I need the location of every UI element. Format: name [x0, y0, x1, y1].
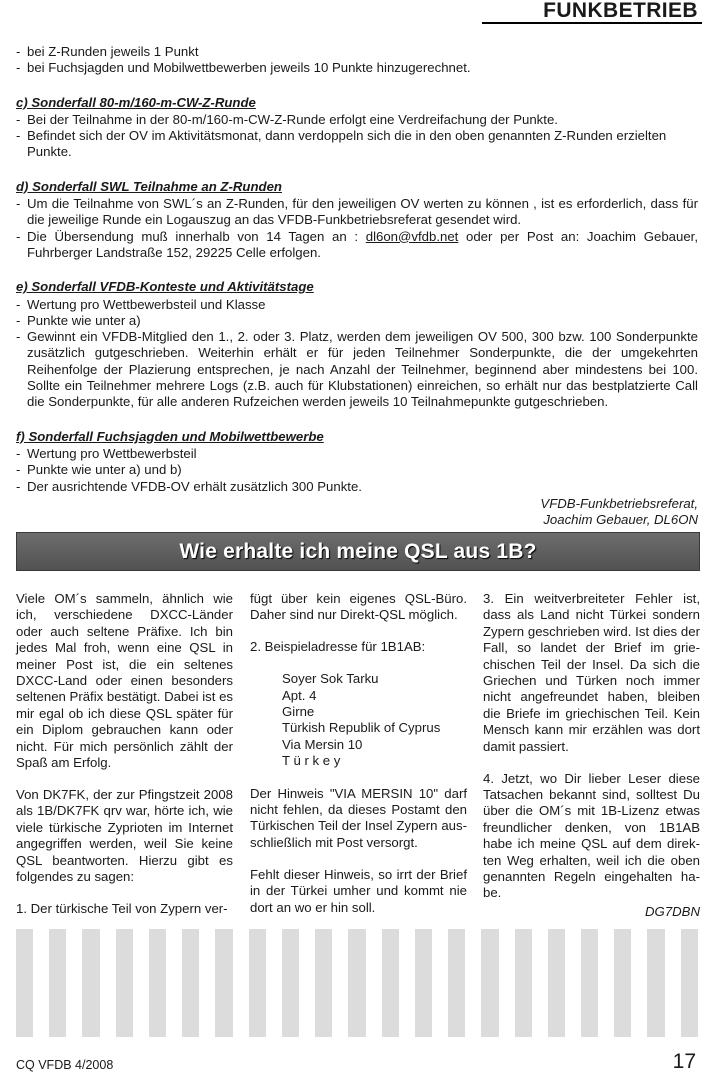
text: Die Übersendung muß innerhalb von 14 Tagen an : — [27, 228, 366, 244]
paragraph: Von DK7FK, der zur Pfingstzeit 2008 als 1B/DK7FK qrv war, hörte ich, wie viele türkische Zyprioten im Internet angegriffen werden, weil Sie keine QSL beantworten. Hierzu gibt es folgendes zu sagen: — [16, 786, 233, 884]
address-line: Türkish Republik of Cyprus — [282, 720, 441, 736]
list-c — [16, 112, 698, 161]
stripe — [581, 929, 598, 1037]
list-e — [16, 297, 698, 411]
decorative-stripes — [16, 929, 698, 1037]
list-item: - Wertung pro Wettbewerbsteil — [16, 446, 698, 462]
section-title: FUNKBETRIEB — [543, 0, 698, 22]
article-title: Wie erhalte ich meine QSL aus 1B? — [179, 539, 537, 563]
list-item: - Befindet sich der OV im Aktivitätsmonat, dann verdoppeln sich die in den oben genannten Z-Runden erzielten Punkte. — [16, 128, 698, 161]
stripe — [481, 929, 498, 1037]
address-line: Girne — [282, 704, 315, 720]
heading-e: e) Sonderfall VFDB-Konteste und Aktivitätstage — [16, 279, 314, 295]
list-item: - Der ausrichtende VFDB-OV erhält zusätzlich 300 Punkte. — [16, 479, 698, 495]
paragraph: 3. Ein weitverbreiteter Fehler ist, dass als Land nicht Türkei sondern Zypern geschrieben wird. Ist dies der Fall, so landet der Brief im grie-chischen Teil der Insel. Da sich die Griechen und Türken noch immer nicht angefreundet haben, bleiben die Briefe im griechischen Teil. Kein Mensch kann mir erzählen was dort damit passiert. — [483, 591, 700, 754]
address-line: Apt. 4 — [282, 687, 317, 703]
article-author: DG7DBN — [645, 903, 700, 919]
list-item: - Gewinnt ein VFDB-Mitglied den 1., 2. oder 3. Platz, werden dem jeweiligen OV 500, 300 bzw. 100 Sonderpunkte zusätzlich gutgeschrieben. Weiterhin erhält er für jeden Teilnehmer Sonderpunkte, die der umgekehrten Reihenfolge der Plazierung entsprechen, je nach Anzahl der Teilnehmer, beginnend aber mindestens bei 100. Sollte ein Teilnehmer mehrere Logs (z.B. auch für Klubstationen) einreichen, so erhält nur das bestplatzierte Call die Sonderpunkte, für alle anderen Rufzeichen werden jeweils 10 Teilnahmepunkte gutgeschrieben. — [16, 329, 698, 410]
stripe — [16, 929, 33, 1037]
list-item: - Punkte wie unter a) und b) — [16, 462, 698, 478]
footer-magazine: CQ VFDB 4/2008 — [16, 1058, 114, 1072]
list-d — [16, 196, 698, 261]
heading-c: c) Sonderfall 80-m/160-m-CW-Z-Runde — [16, 94, 256, 110]
address-line: Soyer Sok Tarku — [282, 671, 379, 687]
heading-d: d) Sonderfall SWL Teilnahme an Z-Runden — [16, 178, 282, 194]
stripe — [382, 929, 399, 1037]
address-line: T ü r k e y — [282, 753, 341, 769]
list-item: - Um die Teilnahme von SWL´s an Z-Runden, für den jeweiligen OV werten zu können , ist es erforderlich, dass für die jeweilige Runde ein Logauszug an das VFDB-Funkbetriebsreferat gesendet wird. — [16, 196, 698, 229]
paragraph: Fehlt dieser Hinweis, so irrt der Brief in der Türkei umher und kommt nie dort an wo er hin soll. — [250, 866, 467, 915]
rules-section — [16, 44, 698, 528]
stripe — [315, 929, 332, 1037]
paragraph: Viele OM´s sammeln, ähnlich wie ich, verschiedene DXCC-Länder oder auch seltene Präfixe. Ich bin jedes Mal froh, wenn eine QSL in meiner Post ist, die ein seltenes DXCC-Land oder einen besonders seltenen Präfix bestätigt. Dabei ist es mir egal ob ich diese QSL später für ein Diplom gebrauchen kann oder nicht. Für mich persönlich zählt der Spaß am Erfolg. — [16, 591, 233, 771]
paragraph: Der Hinweis "VIA MERSIN 10" darf nicht fehlen, da dieses Postamt den Türkischen Teil der Insel Zypern aus-schließlich mit Post versorgt. — [250, 785, 467, 850]
signature-line: VFDB-Funkbetriebsreferat, — [540, 495, 698, 511]
list-item: - bei Z-Runden jeweils 1 Punkt — [16, 44, 698, 60]
address-line: Via Mersin 10 — [282, 736, 363, 752]
email-link[interactable]: dl6on@vfdb.net — [365, 228, 459, 244]
article-column-2 — [250, 591, 467, 932]
text: oder per Post an: Joachim Gebauer, Fuhrberger Landstraße 152, 29225 Celle erfolgen. — [27, 228, 698, 260]
article-column-1 — [16, 591, 233, 933]
stripe — [681, 929, 698, 1037]
stripe — [49, 929, 66, 1037]
stripe — [647, 929, 664, 1037]
article-title-banner — [16, 532, 700, 571]
list-f — [16, 446, 698, 495]
list-item: - Wertung pro Wettbewerbsteil und Klasse — [16, 297, 698, 313]
stripe — [614, 929, 631, 1037]
page-number: 17 — [672, 1050, 696, 1073]
signature — [16, 496, 698, 529]
paragraph: fügt über kein eigenes QSL-Büro. Daher sind nur Direkt-QSL möglich. — [250, 591, 467, 623]
signature-line: Joachim Gebauer, DL6ON — [543, 512, 698, 528]
stripe — [282, 929, 299, 1037]
paragraph: 2. Beispieladresse für 1B1AB: — [250, 639, 426, 655]
example-address — [250, 671, 467, 769]
stripe — [348, 929, 365, 1037]
stripe — [515, 929, 532, 1037]
intro-list — [16, 44, 698, 77]
stripe — [82, 929, 99, 1037]
list-item — [16, 229, 698, 262]
stripe — [149, 929, 166, 1037]
list-item: - Punkte wie unter a) — [16, 313, 698, 329]
stripe — [215, 929, 232, 1037]
paragraph: 4. Jetzt, wo Dir lieber Leser diese Tatsachen bekannt sind, solltest Du über die OM´s mit 1B-Lizenz etwas freundlicher denken, von 1B1AB habe ich meine QSL auf dem direk-ten Weg erhalten, weil ich die oben genannten Regeln eingehalten ha-be. — [483, 770, 700, 901]
paragraph: 1. Der türkische Teil von Zypern ver- — [16, 900, 228, 916]
stripe — [116, 929, 133, 1037]
stripe — [448, 929, 465, 1037]
stripe — [249, 929, 266, 1037]
stripe — [415, 929, 432, 1037]
heading-f: f) Sonderfall Fuchsjagden und Mobilwettbewerbe — [16, 428, 324, 444]
section-header — [482, 0, 702, 24]
stripe — [548, 929, 565, 1037]
list-item: - bei Fuchsjagden und Mobilwettbewerben jeweils 10 Punkte hinzugerechnet. — [16, 60, 698, 76]
article-column-3 — [483, 591, 700, 920]
list-item: - Bei der Teilnahme in der 80-m/160-m-CW-Z-Runde erfolgt eine Verdreifachung der Punkte. — [16, 112, 698, 128]
stripe — [182, 929, 199, 1037]
